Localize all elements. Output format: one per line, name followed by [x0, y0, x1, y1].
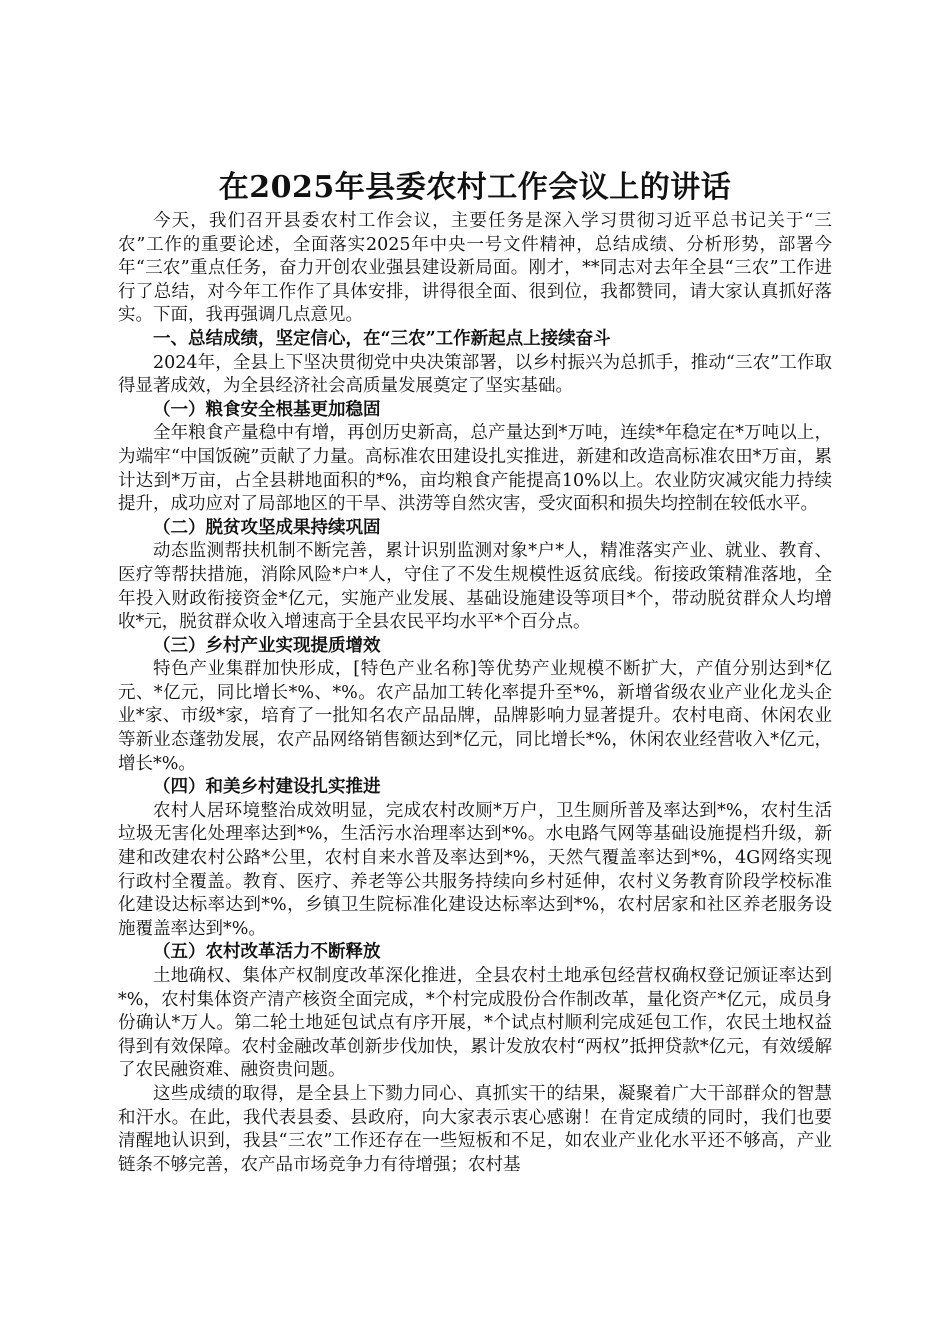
- subsection-paragraph-2: 动态监测帮扶机制不断完善，累计识别监测对象*户*人，精准落实产业、就业、教育、医疗等帮扶措施，消除风险*户*人，守住了不发生规模性返贫底线。衔接政策精准落地，全年投入财政衔接资金*亿元，实施产业发展、基础设施建设等项目*个，带动脱贫群众人均增收*元，脱贫群众收入增速高于全县农民平均水平*个百分点。: [118, 541, 832, 633]
- page-title: 在2025年县委农村工作会议上的讲话: [218, 170, 732, 205]
- subsection-heading-3: （三）乡村产业实现提质增效: [153, 635, 381, 656]
- section-heading-1: 一、总结成绩，坚定信心，在“三农”工作新起点上接续奋斗: [153, 328, 611, 349]
- subsection-paragraph-4: 农村人居环境整治成效明显，完成农村改厕*万户，卫生厕所普及率达到*%，农村生活垃圾无害化处理率达到*%，生活污水治理率达到*%。水电路气网等基础设施提档升级，新建和改建农村公路*公里，农村自来水普及率达到*%，天然气覆盖率达到*%，4G网络实现行政村全覆盖。教育、医疗、养老等公共服务持续向乡村延伸，农村义务教育阶段学校标准化建设达标率达到*%，乡镇卫生院标准化建设达标率达到*%，农村居家和社区养老服务设施覆盖率达到*%。: [118, 800, 832, 939]
- subsection-paragraph-5: 土地确权、集体产权制度改革深化推进，全县农村土地承包经营权确权登记颁证率达到*%，农村集体资产清产核资全面完成，*个村完成股份合作制改革，量化资产*亿元，成员身份确认*万人。第二轮土地延包试点有序开展，*个试点村顺利完成延包工作，农民土地权益得到有效保障。农村金融改革创新步伐加快，累计发放农村“两权”抵押贷款*亿元，有效缓解了农民融资难、融资贵问题。: [118, 966, 832, 1081]
- intro-paragraph: 今天，我们召开县委农村工作会议，主要任务是深入学习贯彻习近平总书记关于“三农”工作的重要论述，全面落实2025年中央一号文件精神，总结成绩、分析形势，部署今年“三农”重点任务，奋力开创农业强县建设新局面。刚才，**同志对去年全县“三农”工作进行了总结，对今年工作作了具体安排，讲得很全面、很到位，我都赞同，请大家认真抓好落实。下面，我再强调几点意见。: [118, 211, 832, 326]
- subsection-heading-2: （二）脱贫攻坚成果持续巩固: [153, 517, 381, 538]
- subsection-heading-4: （四）和美乡村建设扎实推进: [153, 777, 381, 798]
- subsection-paragraph-1: 全年粮食产量稳中有增，再创历史新高，总产量达到*万吨，连续*年稳定在*万吨以上，为端牢“中国饭碗”贡献了力量。高标准农田建设扎实推进，新建和改造高标准农田*万亩，累计达到*万亩，占全县耕地面积的*%，亩均粮食产能提高10%以上。农业防灾减灾能力持续提升，成功应对了局部地区的干旱、洪涝等自然灾害，受灾面积和损失均控制在较低水平。: [118, 423, 832, 515]
- closing-paragraph: 这些成绩的取得，是全县上下勠力同心、真抓实干的结果，凝聚着广大干部群众的智慧和汗水。在此，我代表县委、县政府，向大家表示衷心感谢！在肯定成绩的同时，我们也要清醒地认识到，我县“三农”工作还存在一些短板和不足，如农业产业化水平还不够高，产业链条不够完善，农产品市场竞争力有待增强；农村基: [118, 1083, 832, 1175]
- section-lead-paragraph: 2024年，全县上下坚决贯彻党中央决策部署，以乡村振兴为总抓手，推动“三农”工作取得显著成效，为全县经济社会高质量发展奠定了坚实基础。: [118, 352, 832, 397]
- subsection-paragraph-3: 特色产业集群加快形成，[特色产业名称]等优势产业规模不断扩大，产值分别达到*亿元、*亿元，同比增长*%、*%。农产品加工转化率提升至*%，新增省级农业产业化龙头企业*家、市级*家，培育了一批知名农产品品牌，品牌影响力显著提升。农村电商、休闲农业等新业态蓬勃发展，农产品网络销售额达到*亿元，同比增长*%，休闲农业经营收入*亿元，增长*%。: [118, 659, 832, 774]
- subsection-heading-1: （一）粮食安全根基更加稳固: [153, 399, 381, 420]
- document-page: [118, 168, 832, 1177]
- subsection-heading-5: （五）农村改革活力不断释放: [153, 942, 381, 963]
